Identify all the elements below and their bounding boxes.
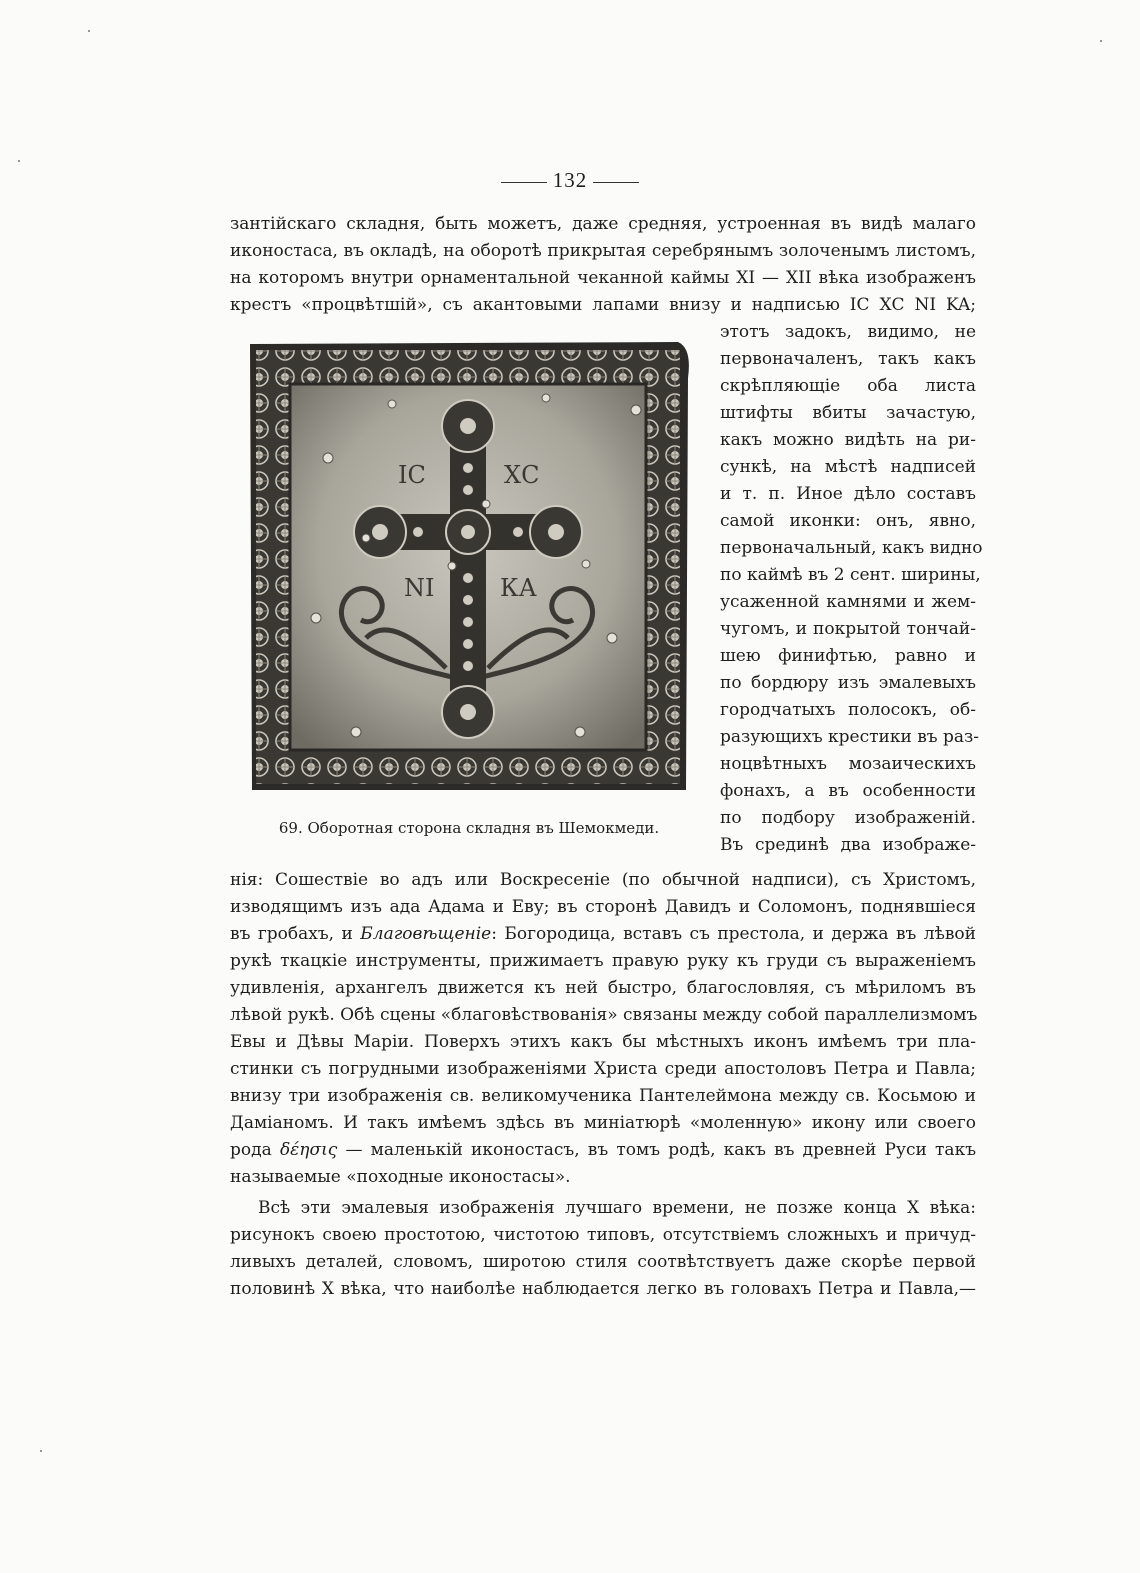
text-line: на которомъ внутри орнаментальной чеканной каймы XI — XII вѣка изображенъ — [230, 268, 976, 288]
side-text-line: ноцвѣтныхъ мозаическихъ — [720, 754, 976, 774]
side-text-line: чугомъ, и покрытой тончай- — [720, 619, 976, 639]
side-text-line: усаженной камнями и жем- — [720, 592, 976, 612]
text-segment: : Богородица, вставъ съ престола, и держа въ лѣвой — [491, 924, 976, 944]
text-line: внизу три изображенія св. великомученика Пантелеймона между св. Косьмою и — [230, 1086, 976, 1106]
side-text-line: шею финифтью, равно и — [720, 646, 976, 666]
text-line: иконостаса, въ окладѣ, на оборотѣ прикрытая серебрянымъ золоченымъ листомъ, — [230, 241, 976, 261]
text-line: половинѣ X вѣка, что наиболѣе наблюдается легко въ головахъ Петра и Павла,— — [230, 1279, 976, 1299]
page-number-right-rule — [593, 182, 639, 183]
page-number-value: 132 — [552, 168, 588, 192]
text-line: стинки съ погрудными изображеніями Христа среди апостоловъ Петра и Павла; — [230, 1059, 976, 1079]
inscription-ic: ІС — [398, 461, 426, 489]
side-text-line: первоначаленъ, такъ какъ — [720, 349, 976, 369]
italic-term: Благовѣщеніе — [360, 924, 492, 944]
inscription-ka: КА — [500, 574, 537, 602]
side-text-line: по каймѣ въ 2 сент. ширины, — [720, 565, 981, 585]
plate-image — [246, 338, 692, 794]
scan-speck — [18, 160, 20, 162]
text-line: ливыхъ деталей, словомъ, широтою стиля соотвѣтствуетъ даже скорѣе первой — [230, 1252, 976, 1272]
scan-speck — [88, 30, 90, 32]
side-text-line: штифты вбиты зачастую, — [720, 403, 976, 423]
side-text-line: по бордюру изъ эмалевыхъ — [720, 673, 976, 693]
text-line: лѣвой рукѣ. Обѣ сцены «благовѣствованія» связаны между собой параллелизмомъ — [230, 1005, 978, 1025]
page-number — [0, 168, 1140, 193]
scan-speck — [40, 1450, 42, 1452]
inscription-ni: NI — [404, 574, 435, 602]
side-text-line: Въ срединѣ два изображе- — [720, 835, 976, 855]
page-number-left-rule — [501, 182, 547, 183]
text-line: Всѣ эти эмалевыя изображенія лучшаго времени, не позже конца X вѣка: — [258, 1198, 976, 1218]
text-line-with-greek — [230, 1138, 976, 1162]
side-text-line: сункѣ, на мѣстѣ надписей — [720, 457, 976, 477]
side-text-line: этотъ задокъ, видимо, не — [720, 322, 976, 342]
text-line: Даміаномъ. И такъ имѣемъ здѣсь въ миніатюрѣ «моленную» икону или своего — [230, 1113, 976, 1133]
text-line: зантійскаго складня, быть можетъ, даже средняя, устроенная въ видѣ малаго — [230, 214, 976, 234]
text-line: нія: Сошествіе во адъ или Воскресеніе (по обычной надписи), съ Христомъ, — [230, 870, 976, 890]
greek-term: δέησις — [279, 1140, 338, 1160]
side-text-line: какъ можно видѣть на ри- — [720, 430, 976, 450]
text-segment: — маленькій иконостасъ, въ томъ родѣ, какъ въ древней Руси такъ — [345, 1140, 977, 1160]
figure-plate — [246, 338, 692, 794]
side-text-line: городчатыхъ полосокъ, об- — [720, 700, 976, 720]
side-text-line: и т. п. Иное дѣло составъ — [720, 484, 976, 504]
text-segment: въ гробахъ, и — [230, 924, 353, 944]
text-line: крестъ «процвѣтшій», съ акантовыми лапами внизу и надписью ІС ХС NI KA; — [230, 295, 976, 315]
side-text-line: разующихъ крестики въ раз- — [720, 727, 980, 747]
text-line: изводящимъ изъ ада Адама и Еву; въ сторонѣ Давидъ и Соломонъ, поднявшіеся — [230, 897, 976, 917]
side-text-line: первоначальный, какъ видно — [720, 538, 983, 558]
side-text-line: фонахъ, а въ особенности — [720, 781, 976, 801]
scan-speck — [1100, 40, 1102, 42]
text-line: рисунокъ своею простотою, чистотою типовъ, отсутствіемъ сложныхъ и причуд- — [230, 1225, 976, 1245]
text-line: удивленія, архангелъ движется къ ней быстро, благословляя, съ мѣриломъ въ — [230, 978, 976, 998]
side-text-line: скрѣпляющіе оба листа — [720, 376, 976, 396]
text-line: рукѣ ткацкіе инструменты, прижимаетъ правую руку къ груди съ выраженіемъ — [230, 951, 976, 971]
side-text-line: по подбору изображеній. — [720, 808, 976, 828]
inscription-xc: ХС — [504, 461, 540, 489]
side-text-line: самой иконки: онъ, явно, — [720, 511, 976, 531]
text-line: Евы и Дѣвы Маріи. Поверхъ этихъ какъ бы мѣстныхъ иконъ имѣемъ три пла- — [230, 1032, 976, 1052]
text-segment: рода — [230, 1140, 272, 1160]
figure-caption: 69. Оборотная сторона складня въ Шемокмеди. — [278, 819, 660, 837]
text-line: называемые «походные иконостасы». — [230, 1167, 571, 1187]
text-line-with-italic — [230, 922, 976, 946]
